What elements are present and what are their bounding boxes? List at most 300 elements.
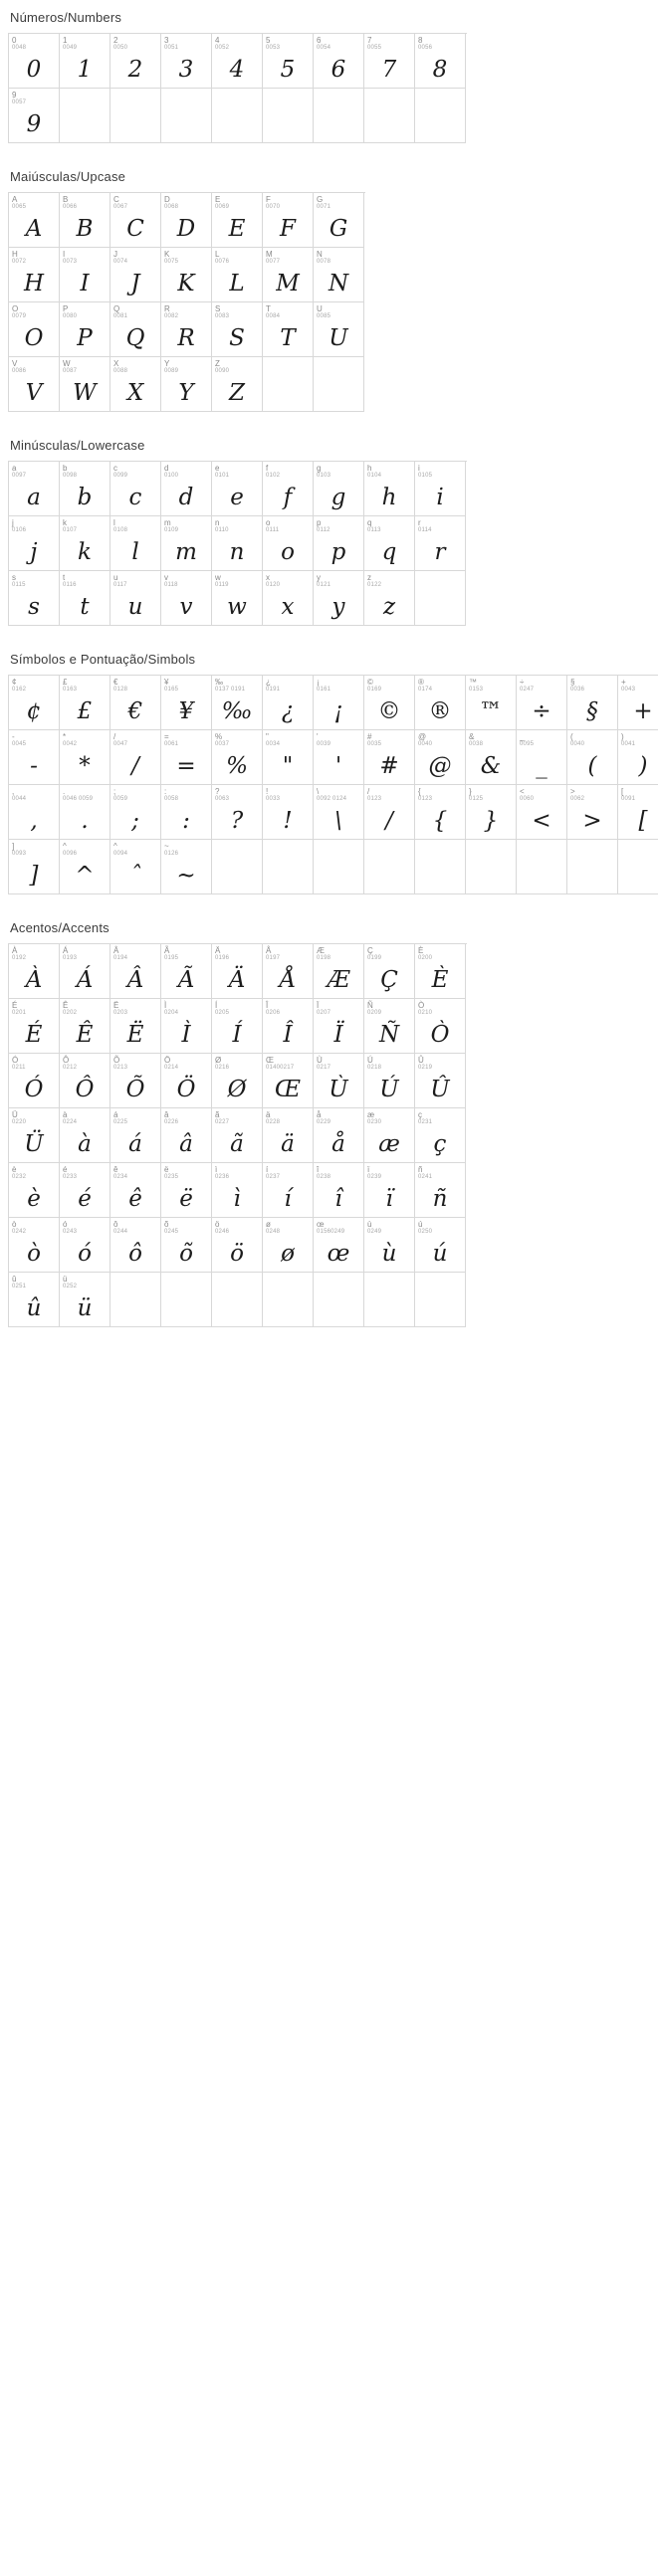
glyph-cell[interactable] (9, 34, 60, 89)
glyph-sample: j (30, 538, 38, 565)
glyph-sample: ¡ (333, 697, 343, 724)
glyph-cell[interactable] (314, 1108, 364, 1163)
glyph-cell[interactable] (263, 1054, 314, 1108)
glyph-cell[interactable] (110, 1163, 161, 1218)
glyph-section (8, 10, 650, 143)
glyph-code-label: 0198 (317, 955, 331, 961)
glyph-sample: w (227, 593, 247, 620)
glyph-cell[interactable] (161, 944, 212, 999)
glyph-cell[interactable] (314, 944, 364, 999)
glyph-code-label: 0038 (469, 741, 484, 747)
glyph-cell[interactable] (364, 1163, 415, 1218)
glyph-cell[interactable] (161, 462, 212, 516)
glyph-cell[interactable] (60, 248, 110, 302)
glyph-code-label: 0051 (164, 45, 179, 51)
glyph-cell[interactable] (517, 676, 567, 730)
glyph-cell[interactable] (415, 1054, 466, 1108)
glyph-cell[interactable] (9, 1054, 60, 1108)
glyph-code-label: 0238 (317, 1174, 331, 1180)
glyph-code-label: 0122 (367, 582, 382, 588)
glyph-code-label: 0121 (317, 582, 331, 588)
glyph-cell[interactable] (212, 944, 263, 999)
glyph-char-label: = (164, 732, 169, 741)
glyph-char-label: k (63, 518, 67, 527)
glyph-cell[interactable] (364, 571, 415, 626)
glyph-code-label: 0235 (164, 1174, 179, 1180)
glyph-cell[interactable] (161, 730, 212, 785)
glyph-code-label: 0203 (113, 1010, 128, 1016)
glyph-cell[interactable] (212, 302, 263, 357)
glyph-cell[interactable] (263, 785, 314, 840)
glyph-cell[interactable] (517, 730, 567, 785)
glyph-cell[interactable] (314, 1054, 364, 1108)
glyph-cell[interactable] (9, 944, 60, 999)
glyph-sample: õ (179, 1240, 193, 1267)
glyph-char-label: n (215, 518, 220, 527)
glyph-cell[interactable] (161, 248, 212, 302)
glyph-char-label: % (215, 732, 223, 741)
glyph-cell[interactable] (110, 1108, 161, 1163)
glyph-cell[interactable] (415, 944, 466, 999)
glyph-cell[interactable] (364, 1054, 415, 1108)
glyph-cell[interactable] (212, 34, 263, 89)
glyph-code-label: 0087 (63, 368, 78, 374)
glyph-code-label: 0226 (164, 1119, 179, 1125)
glyph-code-label: 0059 (113, 796, 128, 802)
glyph-cell[interactable] (364, 785, 415, 840)
glyph-char-label: A (12, 195, 18, 204)
glyph-cell[interactable] (9, 89, 60, 143)
glyph-code-label: 0045 (12, 741, 27, 747)
glyph-sample: Ù (329, 1076, 348, 1102)
glyph-char-label: Ê (63, 1001, 69, 1010)
glyph-sample: ] (29, 862, 39, 889)
glyph-char-label: d (164, 464, 169, 473)
glyph-char-label: Ë (113, 1001, 119, 1010)
glyph-code-label: 0126 (164, 851, 179, 857)
glyph-cell[interactable] (618, 730, 658, 785)
glyph-cell[interactable] (9, 730, 60, 785)
glyph-sample: Í (232, 1021, 242, 1048)
glyph-cell[interactable] (567, 785, 618, 840)
glyph-cell[interactable] (212, 785, 263, 840)
glyph-cell[interactable] (415, 516, 466, 571)
glyph-cell[interactable] (110, 1054, 161, 1108)
glyph-cell[interactable] (263, 193, 314, 248)
glyph-cell[interactable] (9, 999, 60, 1054)
glyph-char-label: ) (621, 732, 624, 741)
glyph-cell[interactable] (314, 1218, 364, 1273)
glyph-cell[interactable] (9, 1108, 60, 1163)
glyph-cell[interactable] (60, 571, 110, 626)
glyph-cell[interactable] (9, 193, 60, 248)
glyph-char-label: Ï (317, 1001, 320, 1010)
glyph-sample: ñ (432, 1185, 448, 1212)
glyph-cell[interactable] (263, 462, 314, 516)
glyph-char-label: " (266, 732, 269, 741)
glyph-cell[interactable] (364, 516, 415, 571)
glyph-cell[interactable] (60, 193, 110, 248)
glyph-cell[interactable] (9, 248, 60, 302)
glyph-cell-empty (314, 840, 364, 894)
glyph-sample: 8 (432, 56, 448, 83)
glyph-cell[interactable] (415, 1218, 466, 1273)
glyph-cell[interactable] (263, 248, 314, 302)
glyph-cell[interactable] (517, 785, 567, 840)
glyph-char-label: c (113, 464, 117, 473)
glyph-cell[interactable] (263, 302, 314, 357)
glyph-cell[interactable] (263, 944, 314, 999)
glyph-cell[interactable] (263, 1163, 314, 1218)
glyph-char-label: J (113, 250, 117, 259)
glyph-code-label: 0097 (12, 473, 27, 479)
glyph-cell[interactable] (161, 1163, 212, 1218)
glyph-cell[interactable] (415, 1163, 466, 1218)
glyph-code-label: 0161 (317, 687, 331, 693)
glyph-cell[interactable] (466, 730, 517, 785)
glyph-code-label: 0201 (12, 1010, 27, 1016)
glyph-code-label: 0034 (266, 741, 281, 747)
glyph-sample: Ë (126, 1021, 144, 1048)
glyph-cell[interactable] (110, 1218, 161, 1273)
glyph-cell[interactable] (60, 999, 110, 1054)
glyph-grid (8, 192, 365, 412)
glyph-cell[interactable] (263, 571, 314, 626)
glyph-cell[interactable] (110, 516, 161, 571)
glyph-cell[interactable] (9, 785, 60, 840)
glyph-char-label: 1 (63, 36, 68, 45)
glyph-code-label: 0249 (367, 1229, 382, 1235)
glyph-cell[interactable] (161, 999, 212, 1054)
glyph-cell[interactable] (212, 1218, 263, 1273)
glyph-cell[interactable] (263, 676, 314, 730)
glyph-code-label: 0072 (12, 259, 27, 265)
glyph-cell[interactable] (364, 730, 415, 785)
glyph-cell[interactable] (263, 999, 314, 1054)
glyph-cell[interactable] (9, 462, 60, 516)
glyph-sample: Ñ (378, 1021, 400, 1048)
glyph-cell[interactable] (60, 302, 110, 357)
glyph-sample: Æ (327, 966, 350, 993)
glyph-cell[interactable] (364, 944, 415, 999)
glyph-char-label: © (367, 678, 373, 687)
glyph-cell[interactable] (110, 357, 161, 412)
glyph-sample: A (25, 215, 43, 242)
glyph-cell[interactable] (161, 571, 212, 626)
glyph-code-label: 0095 (520, 741, 535, 747)
glyph-cell[interactable] (415, 34, 466, 89)
glyph-cell[interactable] (110, 944, 161, 999)
glyph-sample: § (586, 697, 598, 724)
glyph-cell[interactable] (161, 516, 212, 571)
glyph-char-label: è (12, 1165, 17, 1174)
glyph-sample: ? (230, 807, 244, 834)
glyph-char-label: D (164, 195, 170, 204)
glyph-cell[interactable] (60, 516, 110, 571)
glyph-char-label: æ (367, 1110, 375, 1119)
glyph-cell[interactable] (567, 676, 618, 730)
glyph-char-label: õ (164, 1220, 169, 1229)
glyph-cell[interactable] (263, 1108, 314, 1163)
glyph-cell[interactable] (161, 34, 212, 89)
glyph-cell[interactable] (212, 1108, 263, 1163)
glyph-cell[interactable] (314, 302, 364, 357)
glyph-cell[interactable] (415, 1108, 466, 1163)
glyph-char-label: t (63, 573, 66, 582)
glyph-char-label: P (63, 304, 69, 313)
glyph-cell[interactable] (618, 785, 658, 840)
glyph-cell[interactable] (161, 193, 212, 248)
glyph-code-label: 0104 (367, 473, 382, 479)
glyph-code-label: 0086 (12, 368, 27, 374)
glyph-cell[interactable] (110, 785, 161, 840)
glyph-cell[interactable] (314, 34, 364, 89)
glyph-cell[interactable] (263, 1218, 314, 1273)
glyph-code-label: 0128 (113, 687, 128, 693)
glyph-cell[interactable] (161, 1054, 212, 1108)
glyph-cell[interactable] (9, 571, 60, 626)
glyph-code-label: 0083 (215, 313, 230, 319)
glyph-cell[interactable] (314, 676, 364, 730)
glyph-char-label: ö (215, 1220, 220, 1229)
glyph-cell[interactable] (415, 999, 466, 1054)
glyph-cell[interactable] (9, 516, 60, 571)
glyph-cell[interactable] (212, 1054, 263, 1108)
glyph-cell[interactable] (9, 676, 60, 730)
glyph-char-label: B (63, 195, 69, 204)
glyph-cell[interactable] (212, 1163, 263, 1218)
glyph-cell[interactable] (60, 357, 110, 412)
glyph-char-label: ¥ (164, 678, 169, 687)
glyph-sample: ˆ (129, 862, 141, 889)
glyph-cell[interactable] (60, 1163, 110, 1218)
glyph-cell[interactable] (314, 462, 364, 516)
glyph-code-label: 0057 (12, 99, 27, 105)
glyph-cell[interactable] (364, 1218, 415, 1273)
glyph-cell[interactable] (60, 840, 110, 894)
glyph-cell[interactable] (212, 193, 263, 248)
glyph-cell[interactable] (161, 840, 212, 894)
glyph-code-label: 0236 (215, 1174, 230, 1180)
glyph-sample: Ô (75, 1076, 95, 1102)
glyph-cell[interactable] (161, 785, 212, 840)
glyph-sample: > (582, 807, 602, 834)
glyph-cell[interactable] (212, 999, 263, 1054)
glyph-cell[interactable] (415, 462, 466, 516)
glyph-char-label: & (469, 732, 475, 741)
glyph-sample: Z (229, 379, 245, 406)
glyph-cell[interactable] (110, 730, 161, 785)
glyph-sample: m (175, 538, 197, 565)
glyph-cell[interactable] (466, 785, 517, 840)
glyph-code-label: 0206 (266, 1010, 281, 1016)
glyph-char-label: l (113, 518, 115, 527)
glyph-sample: ¥ (178, 697, 194, 724)
glyph-cell[interactable] (364, 1108, 415, 1163)
glyph-cell[interactable] (314, 999, 364, 1054)
glyph-char-label: ¢ (12, 678, 17, 687)
glyph-char-label: ñ (418, 1165, 423, 1174)
glyph-sample: e (230, 484, 244, 510)
glyph-cell[interactable] (618, 676, 658, 730)
glyph-cell[interactable] (60, 944, 110, 999)
glyph-char-label: ( (570, 732, 573, 741)
glyph-code-label: 0125 (469, 796, 484, 802)
glyph-sample: S (229, 324, 245, 351)
glyph-cell[interactable] (110, 462, 161, 516)
glyph-code-label: 0153 (469, 687, 484, 693)
glyph-cell[interactable] (9, 1273, 60, 1327)
glyph-char-label: ] (12, 842, 15, 851)
glyph-cell[interactable] (161, 302, 212, 357)
glyph-char-label: Å (266, 946, 272, 955)
glyph-char-label: ~ (164, 842, 169, 851)
glyph-cell[interactable] (110, 302, 161, 357)
glyph-char-label: Ñ (367, 1001, 373, 1010)
glyph-sample: ê (128, 1185, 142, 1212)
glyph-cell[interactable] (212, 462, 263, 516)
glyph-cell[interactable] (314, 248, 364, 302)
glyph-cell[interactable] (60, 34, 110, 89)
glyph-cell[interactable] (110, 34, 161, 89)
glyph-code-label: 0112 (317, 527, 330, 533)
glyph-char-label: ù (367, 1220, 372, 1229)
glyph-char-label: ' (317, 732, 319, 741)
glyph-sample: g (330, 484, 346, 510)
glyph-cell-empty (364, 1273, 415, 1327)
glyph-cell[interactable] (110, 999, 161, 1054)
glyph-cell-empty (415, 840, 466, 894)
glyph-cell[interactable] (110, 193, 161, 248)
glyph-char-label: Ó (12, 1056, 19, 1065)
glyph-sample: B (76, 215, 94, 242)
glyph-cell[interactable] (212, 516, 263, 571)
glyph-cell[interactable] (314, 516, 364, 571)
glyph-cell[interactable] (415, 785, 466, 840)
glyph-cell[interactable] (60, 1054, 110, 1108)
glyph-char-label: K (164, 250, 170, 259)
glyph-code-label: 0063 (215, 796, 230, 802)
glyph-char-label: \ (317, 787, 320, 796)
glyph-sample: ô (128, 1240, 142, 1267)
glyph-cell[interactable] (110, 676, 161, 730)
glyph-sample: ì (233, 1185, 241, 1212)
glyph-cell[interactable] (212, 357, 263, 412)
glyph-sample: í (284, 1185, 292, 1212)
glyph-sample: : (182, 807, 190, 834)
glyph-char-label: / (367, 787, 370, 796)
glyph-cell[interactable] (415, 676, 466, 730)
glyph-code-label: 0068 (164, 204, 179, 210)
glyph-cell[interactable] (110, 248, 161, 302)
glyph-cell[interactable] (212, 248, 263, 302)
glyph-char-label: o (266, 518, 271, 527)
glyph-grid (8, 943, 467, 1327)
glyph-char-label: e (215, 464, 220, 473)
glyph-cell[interactable] (466, 676, 517, 730)
glyph-cell[interactable] (263, 516, 314, 571)
glyph-code-label: 0037 (215, 741, 230, 747)
glyph-cell[interactable] (110, 571, 161, 626)
glyph-cell[interactable] (60, 676, 110, 730)
glyph-cell[interactable] (60, 785, 110, 840)
glyph-cell[interactable] (9, 1163, 60, 1218)
glyph-cell[interactable] (263, 730, 314, 785)
glyph-char-label: w (215, 573, 221, 582)
glyph-grid (8, 33, 467, 143)
glyph-cell[interactable] (314, 785, 364, 840)
glyph-cell-empty (263, 840, 314, 894)
glyph-cell[interactable] (212, 676, 263, 730)
glyph-char-label: > (570, 787, 575, 796)
glyph-cell[interactable] (314, 730, 364, 785)
glyph-cell[interactable] (364, 999, 415, 1054)
glyph-cell[interactable] (60, 462, 110, 516)
glyph-char-label: í (266, 1165, 269, 1174)
glyph-sample: Ì (181, 1021, 191, 1048)
section-title: Minúsculas/Lowercase (10, 438, 145, 453)
glyph-cell[interactable] (9, 840, 60, 894)
glyph-cell[interactable] (364, 676, 415, 730)
glyph-cell[interactable] (60, 1218, 110, 1273)
glyph-cell-empty (212, 840, 263, 894)
glyph-cell[interactable] (212, 730, 263, 785)
glyph-sample: [ (638, 807, 648, 834)
glyph-code-label: 0116 (63, 582, 77, 588)
glyph-code-label: 0210 (418, 1010, 433, 1016)
glyph-cell[interactable] (415, 730, 466, 785)
glyph-code-label: 0234 (113, 1174, 128, 1180)
glyph-cell[interactable] (364, 462, 415, 516)
glyph-char-label: O (12, 304, 19, 313)
glyph-char-label: Ù (317, 1056, 323, 1065)
glyph-cell[interactable] (60, 1108, 110, 1163)
glyph-char-label: U (317, 304, 323, 313)
glyph-cell[interactable] (314, 193, 364, 248)
glyph-sample: û (26, 1294, 42, 1321)
glyph-cell[interactable] (161, 1108, 212, 1163)
glyph-code-label: 0207 (317, 1010, 331, 1016)
glyph-cell[interactable] (212, 571, 263, 626)
glyph-cell-empty (415, 89, 466, 143)
section-title: Acentos/Accents (10, 920, 110, 935)
glyph-sample: s (28, 593, 40, 620)
glyph-cell[interactable] (110, 840, 161, 894)
glyph-sample: { (432, 807, 448, 834)
glyph-cell[interactable] (9, 357, 60, 412)
glyph-cell-empty (60, 89, 110, 143)
glyph-cell[interactable] (9, 302, 60, 357)
glyph-cell[interactable] (364, 34, 415, 89)
glyph-sample: œ (327, 1240, 350, 1267)
glyph-cell[interactable] (161, 357, 212, 412)
glyph-cell[interactable] (161, 1218, 212, 1273)
glyph-cell[interactable] (567, 730, 618, 785)
glyph-cell[interactable] (314, 1163, 364, 1218)
glyph-char-label: ! (266, 787, 269, 796)
glyph-sample: G (329, 215, 348, 242)
glyph-sample: Ò (430, 1021, 450, 1048)
glyph-code-label: 0114 (418, 527, 432, 533)
glyph-cell[interactable] (161, 676, 212, 730)
glyph-cell[interactable] (263, 34, 314, 89)
glyph-char-label: y (317, 573, 321, 582)
glyph-char-label: € (113, 678, 118, 687)
glyph-cell[interactable] (9, 1218, 60, 1273)
glyph-cell[interactable] (60, 1273, 110, 1327)
glyph-cell[interactable] (60, 730, 110, 785)
glyph-cell[interactable] (314, 571, 364, 626)
